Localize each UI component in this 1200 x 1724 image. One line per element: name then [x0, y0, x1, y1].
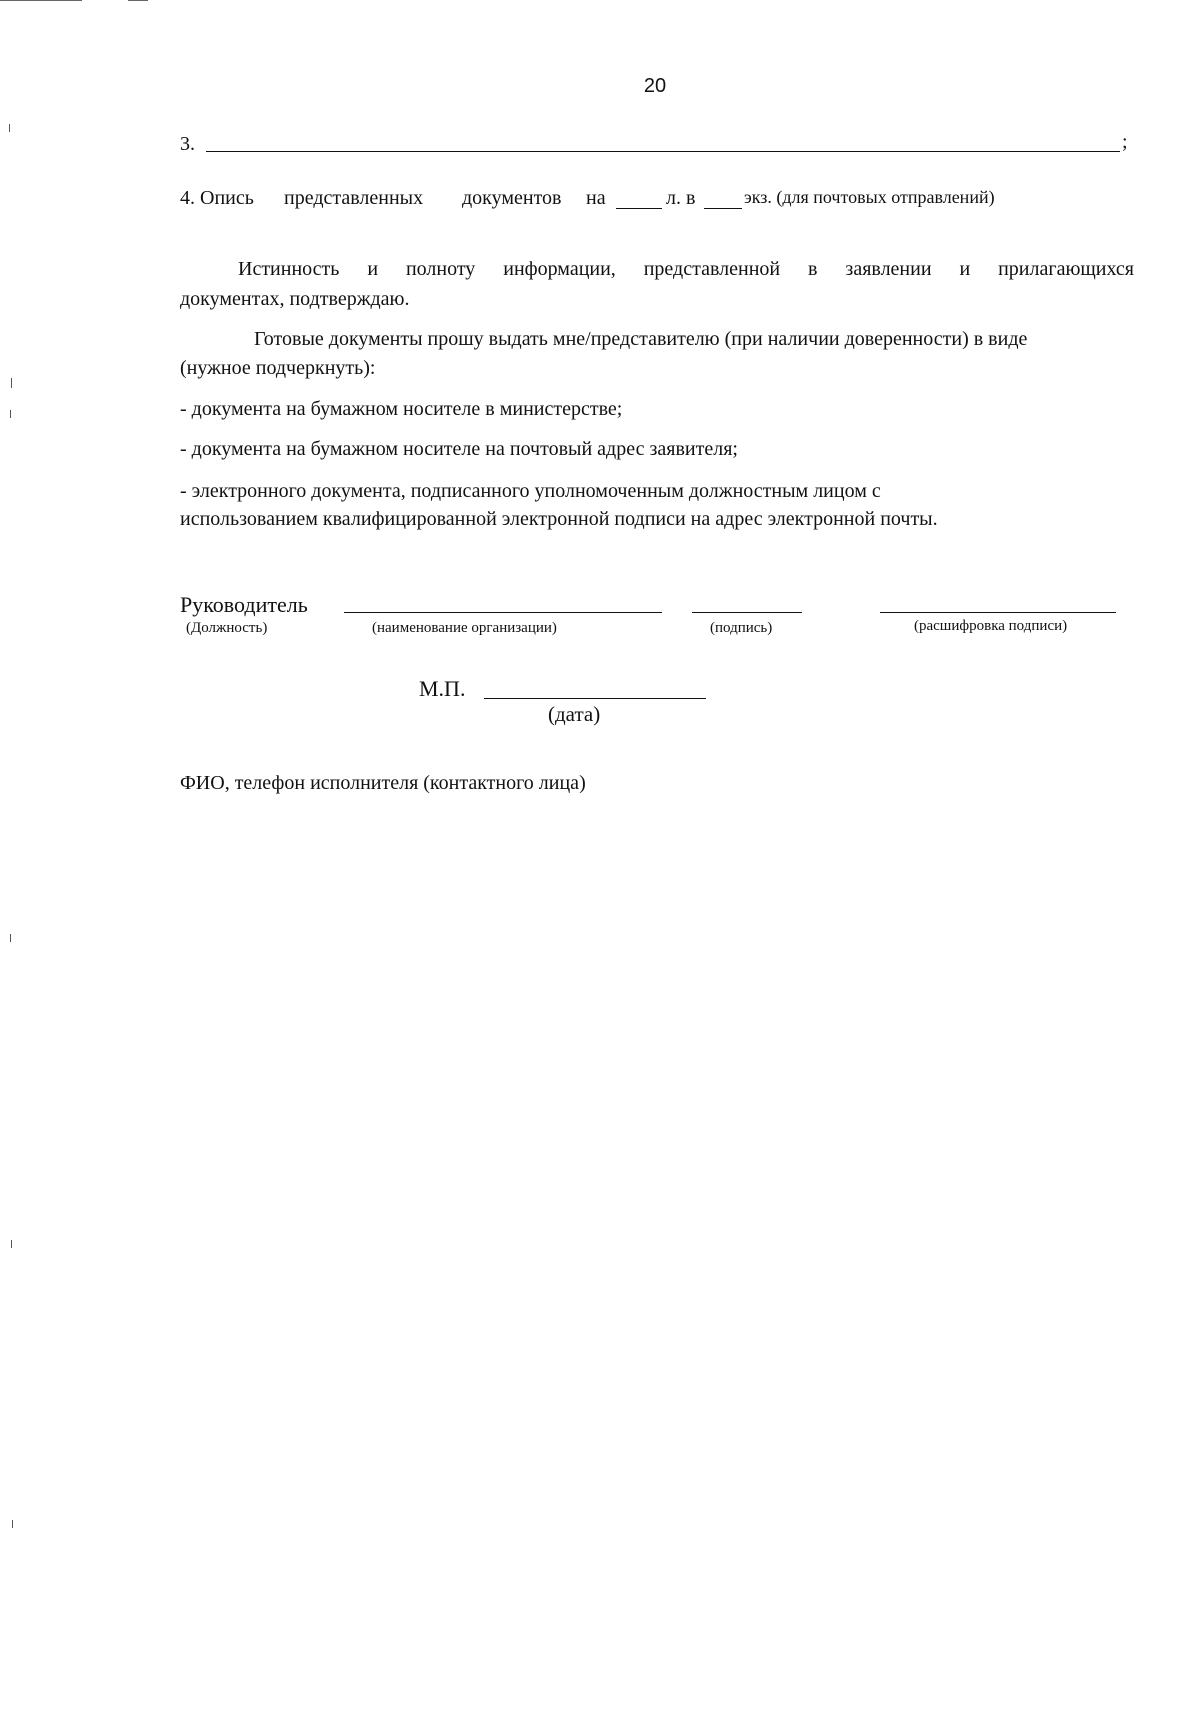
copies-count-blank — [704, 208, 742, 209]
item-4-word: документов — [462, 187, 562, 209]
delivery-line-2: (нужное подчеркнуть): — [180, 357, 376, 379]
delivery-line-1: Готовые документы прошу выдать мне/представителю (при наличии доверенности) в виде — [254, 328, 1028, 350]
contact-label: ФИО, телефон исполнителя (контактного лица) — [180, 772, 586, 794]
organization-blank-line — [344, 612, 662, 613]
scan-artifact — [10, 934, 11, 942]
stamp-label: М.П. — [419, 676, 466, 701]
item-4-word: на — [586, 187, 606, 209]
scan-artifact — [11, 1240, 12, 1248]
decoding-blank-line — [880, 612, 1116, 613]
item-3-end-mark: ; — [1122, 131, 1128, 153]
confirmation-line-2: документах, подтверждаю. — [180, 288, 410, 310]
date-caption: (дата) — [548, 702, 601, 726]
item-4-word: представленных — [284, 187, 424, 209]
copies-label: экз. (для почтовых отправлений) — [744, 187, 995, 207]
delivery-option-continuation: использованием квалифицированной электронной подписи на адрес электронной почты. — [180, 508, 938, 530]
position-caption: (Должность) — [186, 620, 268, 636]
signature-caption: (подпись) — [710, 620, 773, 636]
organization-caption: (наименование организации) — [372, 620, 557, 636]
signature-blank-line — [692, 612, 802, 613]
sheets-label: л. в — [666, 187, 696, 209]
date-blank-line — [484, 698, 706, 699]
scan-artifact — [9, 124, 10, 132]
item-3-blank-line — [206, 151, 1120, 152]
scan-artifact — [12, 1520, 13, 1528]
item-3-label: 3. — [180, 133, 195, 155]
confirmation-line-1: Истинность и полноту информации, представленной в заявлении и прилагающихся — [238, 258, 1134, 280]
sheets-count-blank — [616, 208, 662, 209]
position-value: Руководитель — [180, 592, 308, 617]
scan-artifact-top — [0, 0, 82, 1]
item-4-prefix: 4. Опись — [180, 187, 254, 209]
decoding-caption: (расшифровка подписи) — [914, 618, 1068, 634]
delivery-option: - электронного документа, подписанного уполномоченным должностным лицом с — [180, 480, 881, 502]
delivery-option: - документа на бумажном носителе в министерстве; — [180, 398, 623, 420]
page-number: 20 — [643, 75, 667, 97]
scan-artifact — [11, 378, 12, 388]
scan-artifact-top — [128, 0, 148, 1]
delivery-option: - документа на бумажном носителе на почтовый адрес заявителя; — [180, 438, 738, 460]
scan-artifact — [10, 410, 11, 418]
